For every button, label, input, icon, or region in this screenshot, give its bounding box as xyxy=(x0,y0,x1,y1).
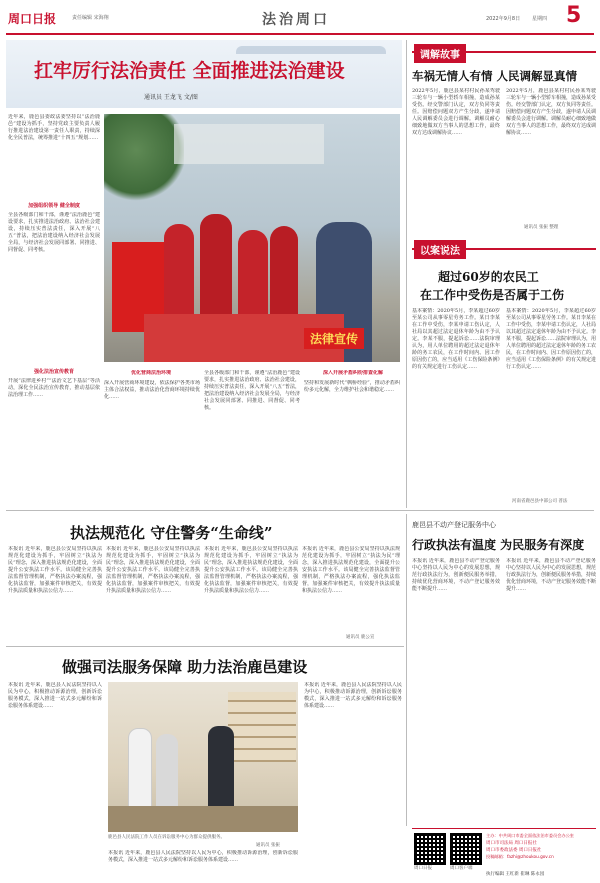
lead-body-4-label: 深入开展矛盾纠纷排查化解 xyxy=(322,370,383,376)
court-photo-shelf xyxy=(228,692,296,762)
masthead-editor: 责任编辑 宋海翔 xyxy=(72,15,109,21)
qr-code-1 xyxy=(414,833,446,865)
court-body-b: 本报讯 近年来，鹿邑县人民法院坚持以人民为中心，积极推动诉源治理，创新诉讼服务模式，深入推进一站式多元解纷和诉讼服务体系建设…… xyxy=(108,850,298,863)
lead-intro: 近年来，鹿邑县委政法委坚持以“法治鹿邑”建设为抓手，坚持党政主要负责人履行推进法治建设第一责任人职责，持续深化全民普法，统筹推进“十四五”规划…… xyxy=(8,114,100,141)
bottom-left-divider xyxy=(6,646,404,647)
lead-body-4: 坚持和发展新时代“枫桥经验”，推动矛盾纠纷多元化解，全力维护社会和谐稳定…… xyxy=(304,380,400,393)
person-1 xyxy=(164,224,194,324)
police-headline: 执法规范化 守住警务“生命线” xyxy=(70,524,273,542)
realestate-body-b: 本报讯 近年来，鹿邑县不动产登记服务中心坚持以人民为中心的发展思想，规范行政执法行为，创新便民服务举措，持续优化营商环境，不动产登记服务效能不断提升…… xyxy=(506,558,596,592)
lead-story xyxy=(6,40,402,506)
photo-banner: 法律宣传 xyxy=(304,328,364,349)
footer-line-3: 周口市委政法委 周口日报社 xyxy=(486,848,542,853)
court-photo-desk xyxy=(108,806,298,832)
case-body-a: 基本案情：2020年5月，李某超过60岁至某公司从事零星劳务工作。某日李某在工作中受伤，李某申请工伤认定，人社局以其超过法定退休年龄为由不予认定。李某不服，提起诉讼……法院审理认为，用人单位聘用的超过法定退休年龄的务工农民，在工作时间内、因工作原因伤亡的，应当适用《工伤保险条例》的有关规定进行工伤认定…… xyxy=(412,308,500,370)
court-photo-person-3 xyxy=(208,726,234,818)
mediation-body-b: 2022年5月，鹿邑县某村村民孙某驾驶三轮车与一辆小型轿车相撞，造成孙某受伤。经交警部门认定，双方负同等责任。因赔偿问题双方产生分歧，遂申请人民调解委员会进行调解。调解员耐心细致地做双方当事人的思想工作，最终双方达成调解协议…… xyxy=(506,88,596,136)
court-photo xyxy=(108,682,298,832)
photo-tree xyxy=(104,114,184,204)
lead-body-1: 全县各级部门和干部，谨遵“法治鹿邑”建设要求，扎实推进法治政府、法治社会建设，持续压实普法责任，深入开展“八五”普法，把法治建设纳入经济社会发展全局，与经济社会发展同部署、同推进、同督促、同考核。 xyxy=(8,212,100,253)
section-title: 法治周口 xyxy=(262,12,330,28)
qr-label-1: 周口日报 xyxy=(414,866,432,871)
court-body-c: 本报讯 近年来，鹿邑县人民法院坚持以人民为中心，积极推动诉源治理，创新诉讼服务模式，深入推进一站式多元解纷和诉讼服务体系建设…… xyxy=(304,682,402,709)
lead-body-3b: 全县各级部门和干部，谨遵“法治鹿邑”建设要求，扎实推进法治政府、法治社会建设，持续压实普法责任，深入开展“八五”普法，把法治建设纳入经济社会发展全局，与经济社会发展同部署、同推进、同督促、同考核。 xyxy=(204,370,300,411)
footer-line-1: 主办：中共周口市委全面依法治市委员会办公室 xyxy=(486,833,574,838)
mediation-tag xyxy=(412,44,596,60)
masthead-date: 2022年9月8日 xyxy=(486,16,521,22)
case-tag: 以案说法 xyxy=(414,240,466,259)
case-body-b: 基本案情：2020年5月，李某超过60岁至某公司从事零星劳务工作。某日李某在工作中受伤，李某申请工伤认定，人社局以其超过法定退休年龄为由不予认定。李某不服，提起诉讼……法院审理认为，用人单位聘用的超过法定退休年龄的务工农民，在工作时间内、因工作原因伤亡的，应当适用《工伤保险条例》的有关规定进行工伤认定…… xyxy=(506,308,596,370)
footer-line-4: 投稿邮箱：fazhi@zhoukou.gov.cn xyxy=(486,854,554,859)
lead-divider-vertical xyxy=(406,40,407,508)
mediation-body-a: 2022年5月，鹿邑县某村村民孙某驾驶三轮车与一辆小型轿车相撞，造成孙某受伤。经交警部门认定，双方负同等责任。因赔偿问题双方产生分歧，遂申请人民调解委员会进行调解。调解员耐心细致地做双方当事人的思想工作，最终双方达成调解协议…… xyxy=(412,88,500,136)
court-story xyxy=(6,650,404,876)
person-4 xyxy=(270,226,298,322)
case-headline-2: 在工作中受伤是否属于工伤 xyxy=(420,288,565,302)
masthead-logo: 周口日报 xyxy=(8,12,57,26)
lead-sub-1: 加强组织领导 健全制度 xyxy=(28,203,80,209)
realestate-headline: 行政执法有温度 为民服务有深度 xyxy=(412,538,585,552)
page-number: 5 xyxy=(566,3,582,28)
qr-label-2: 周口客户端 xyxy=(450,866,473,871)
lead-headline: 扛牢厉行法治责任 全面推进法治建设 xyxy=(34,60,345,82)
court-byline: 通讯员 张振 xyxy=(256,843,280,848)
lead-body-2: 开展“法律进乡村”“法治文艺下基层”等活动，深化全民法治宣传教育，推动基层依法治理工作…… xyxy=(8,378,100,398)
police-body-d: 本报讯 近年来，鹿邑县公安局坚持以执法规范化建设为抓手，牢固树立“执法为民”理念，深入推进执法规范化建设，全面提升公安执法工作水平。该局健全完善执法监督管理机制，严格执法办案流程，强化执法监督，加强案件审核把关，有效提升执法质量和执法公信力…… xyxy=(302,546,400,594)
bottom-vertical-divider xyxy=(406,514,407,826)
police-story xyxy=(6,514,402,644)
mediation-story xyxy=(412,40,596,236)
case-story xyxy=(412,240,596,508)
mediation-headline: 车祸无情人有情 人民调解显真情 xyxy=(412,69,578,83)
lead-body-3-label: 优化营商法治环境 xyxy=(130,370,171,376)
lead-body-3: 深入开展营商环境建设，依法保护各类市场主体合法权益，推动法治化营商环境持续优化…… xyxy=(104,380,200,400)
court-headline: 做强司法服务保障 助力法治鹿邑建设 xyxy=(62,658,308,676)
mid-divider-horizontal xyxy=(6,510,594,511)
mediation-byline: 通讯员 张振 整理 xyxy=(524,225,559,230)
police-body-b: 本报讯 近年来，鹿邑县公安局坚持以执法规范化建设为抓手，牢固树立“执法为民”理念，深入推进执法规范化建设，全面提升公安执法工作水平。该局健全完善执法监督管理机制，严格执法办案流程，强化执法监督，加强案件审核把关，有效提升执法质量和执法公信力…… xyxy=(106,546,200,594)
footer xyxy=(412,828,596,881)
photo-canopy xyxy=(174,124,324,164)
court-body-a: 本报讯 近年来，鹿邑县人民法院坚持以人民为中心，积极推动诉源治理，创新诉讼服务模式，深入推进一站式多元解纷和诉讼服务体系建设…… xyxy=(8,682,102,709)
police-body-a: 本报讯 近年来，鹿邑县公安局坚持以执法规范化建设为抓手，牢固树立“执法为民”理念，深入推进执法规范化建设，全面提升公安执法工作水平。该局健全完善执法监督管理机制，严格执法办案流程，强化执法监督，加强案件审核把关，有效提升执法质量和执法公信力…… xyxy=(8,546,102,594)
masthead-weekday: 星期四 xyxy=(532,16,548,22)
masthead-rule xyxy=(6,33,594,35)
mediation-tag-label: 调解故事 xyxy=(414,44,466,63)
person-2 xyxy=(200,214,232,324)
police-byline: 通讯员 鹿公宣 xyxy=(346,635,375,640)
lead-byline: 通讯员 王龙飞 文/图 xyxy=(144,94,198,101)
lead-photo xyxy=(104,114,400,362)
police-body-c: 本报讯 近年来，鹿邑县公安局坚持以执法规范化建设为抓手，牢固树立“执法为民”理念，深入推进执法规范化建设，全面提升公安执法工作水平。该局健全完善执法监督管理机制，严格执法办案流程，强化执法监督，加强案件审核把关，有效提升执法质量和执法公信力…… xyxy=(204,546,298,594)
realestate-kicker: 鹿邑县不动产登记服务中心 xyxy=(412,521,496,529)
person-3 xyxy=(238,230,268,320)
qr-code-2 xyxy=(450,833,482,865)
case-headline-1: 超过60岁的农民工 xyxy=(438,270,539,284)
court-caption: 鹿邑县人民法院工作人员在诉讼服务中心为群众提供服务。 xyxy=(108,835,225,840)
footer-line-2: 周口市司法局 周口日报社 xyxy=(486,841,537,846)
lead-sub-2: 强化法治宣传教育 xyxy=(33,369,74,375)
case-byline: 河南省鹿邑县中部公司 普法 xyxy=(512,499,568,504)
realestate-body-a: 本报讯 近年来，鹿邑县不动产登记服务中心坚持以人民为中心的发展思想，规范行政执法行为，创新便民服务举措，持续优化营商环境，不动产登记服务效能不断提升…… xyxy=(412,558,500,592)
realestate-story xyxy=(412,514,596,826)
footer-editors: 执行编辑 王红新 崔琳 陈永园 xyxy=(486,872,545,877)
masthead xyxy=(0,0,600,34)
